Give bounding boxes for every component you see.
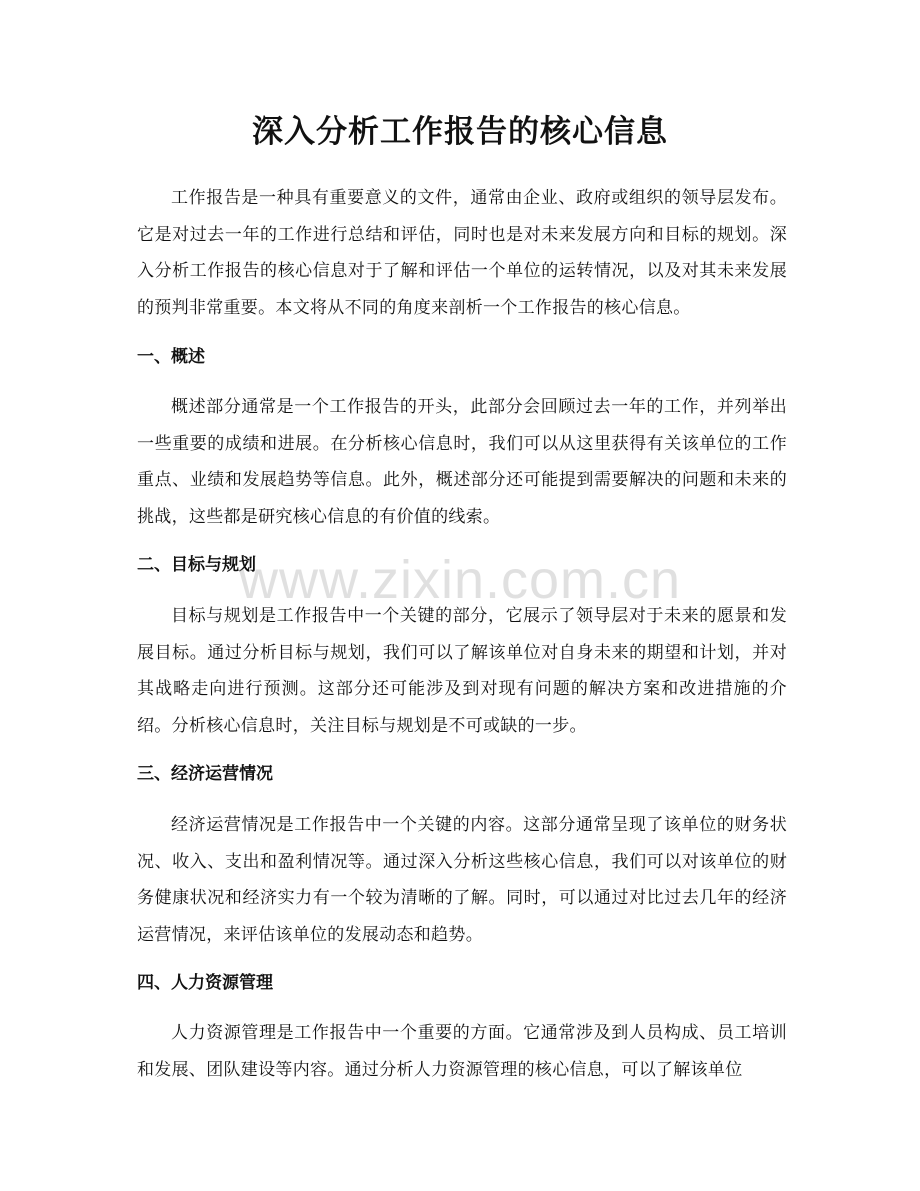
section-heading-overview: 一、概述 xyxy=(137,347,205,367)
section-body-hr: 人力资源管理是工作报告中一个重要的方面。它通常涉及到人员构成、员工培训和发展、团队建设等内容。通过分析人力资源管理的核心信息，可以了解该单位 xyxy=(137,1023,787,1080)
watermark-text: www.zixin.com.cn xyxy=(238,550,682,610)
section-body-goals: 目标与规划是工作报告中一个关键的部分，它展示了领导层对于未来的愿景和发展目标。通过分析目标与规划，我们可以了解该单位对自身未来的期望和计划，并对其战略走向进行预测。这部分还可能涉及到对现有问题的解决方案和改进措施的介绍。分析核心信息时，关注目标与规划是不可或缺的一步。 xyxy=(137,606,787,736)
section-body-overview: 概述部分通常是一个工作报告的开头，此部分会回顾过去一年的工作，并列举出一些重要的成绩和进展。在分析核心信息时，我们可以从这里获得有关该单位的工作重点、业绩和发展趋势等信息。此外，概述部分还可能提到需要解决的问题和未来的挑战，这些都是研究核心信息的有价值的线索。 xyxy=(137,397,787,527)
section-heading-hr: 四、人力资源管理 xyxy=(137,973,273,993)
section-body-economy: 经济运营情况是工作报告中一个关键的内容。这部分通常呈现了该单位的财务状况、收入、支出和盈利情况等。通过深入分析这些核心信息，我们可以对该单位的财务健康状况和经济实力有一个较为清晰的了解。同时，可以通过对比过去几年的经济运营情况，来评估该单位的发展动态和趋势。 xyxy=(137,815,787,945)
document-title: 深入分析工作报告的核心信息 xyxy=(252,114,668,150)
section-heading-economy: 三、经济运营情况 xyxy=(137,764,273,784)
intro-paragraph: 工作报告是一种具有重要意义的文件，通常由企业、政府或组织的领导层发布。它是对过去一年的工作进行总结和评估，同时也是对未来发展方向和目标的规划。深入分析工作报告的核心信息对于了解和评估一个单位的运转情况，以及对其未来发展的预判非常重要。本文将从不同的角度来剖析一个工作报告的核心信息。 xyxy=(137,188,787,318)
section-heading-goals: 二、目标与规划 xyxy=(137,555,256,575)
